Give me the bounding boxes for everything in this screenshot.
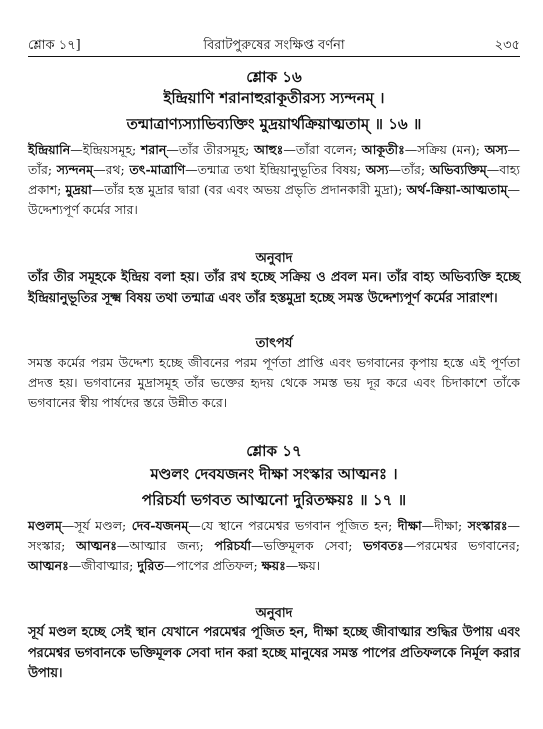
synonym-term: ভগবতঃ bbox=[363, 538, 404, 553]
synonym-term: ক্ষয়ঃ bbox=[261, 558, 286, 573]
synonym-term: সংস্কারঃ bbox=[467, 518, 508, 533]
synonym-meaning: —ক্ষয়। bbox=[285, 558, 321, 573]
synonym-term: অভিব্যক্তিম্ bbox=[429, 162, 487, 177]
synonym-meaning: —পাপের প্রতিফল; bbox=[163, 558, 262, 573]
verse-16-line-2: তন্মাত্রাণ্যস্যাভিব্যক্তিং মুদ্রয়ার্থক্রিয়াত্মতাম্ ॥ ১৬ ॥ bbox=[126, 115, 422, 133]
verse-17-translation: সূর্য মণ্ডল হচ্ছে সেই স্থান যেখানে পরমেশ্বর পূজিত হন, দীক্ষা হচ্ছে জীবাত্মার শুদ্ধির উপায় এবং পরমেশ্বর ভগবানকে ভক্তিমূলক সেবা দান করা হচ্ছে মানুষের সমস্ত পাপের প্রতিফলকে নির্মূল করার উপায়। bbox=[28, 625, 520, 681]
synonym-term: আকূতীঃ bbox=[361, 142, 405, 157]
synonym-meaning: —পরমেশ্বর ভগবানের; bbox=[403, 538, 520, 553]
synonym-meaning: —তাঁর হস্ত মুদ্রার দ্বারা (বর এবং অভয় প্রভৃতি প্রদানকারী মুদ্রা); bbox=[91, 182, 407, 197]
synonym-term: অস্য bbox=[484, 142, 508, 157]
synonym-meaning: —জীবাত্মার; bbox=[68, 558, 138, 573]
synonym-meaning: —আত্মার জন্য; bbox=[116, 538, 215, 553]
verse-17-synonyms bbox=[28, 516, 520, 576]
synonym-meaning: —সংস্কার; bbox=[28, 518, 520, 553]
synonym-term: দুরিত bbox=[137, 558, 164, 573]
synonym-term: দীক্ষা bbox=[397, 518, 422, 533]
synonym-meaning: —ভক্তিমূলক সেবা; bbox=[251, 538, 364, 553]
synonym-meaning: —বাহ্য প্রকাশ; bbox=[28, 162, 520, 197]
synonym-term: অর্থ-ক্রিয়া-আত্মতাম্ bbox=[406, 182, 508, 197]
synonym-meaning: —তাঁরা বলেন; bbox=[283, 142, 362, 157]
running-header bbox=[28, 36, 520, 57]
synonym-term: স্যন্দনম্ bbox=[56, 162, 94, 177]
synonym-meaning: —উদ্দেশ্যপূর্ণ কর্মের সার। bbox=[28, 182, 520, 217]
verse-17-line-1: মণ্ডলং দেবযজনং দীক্ষা সংস্কার আত্মনঃ । bbox=[150, 465, 398, 483]
synonym-term: তৎ-মাত্রাণি bbox=[129, 162, 186, 177]
synonym-term: আহুঃ bbox=[254, 142, 284, 157]
verse-16-translation: তাঁর তীর সমূহকে ইন্দ্রিয় বলা হয়। তাঁর রথ হচ্ছে সক্রিয় ও প্রবল মন। তাঁর বাহ্য অভিব্যক্তি হচ্ছে ইন্দ্রিয়ানুভূতির সূক্ষ্ম বিষয় তথা তন্মাত্র এবং তাঁর হস্তমুদ্রা হচ্ছে সমস্ত উদ্দেশ্যপূর্ণ কর্মের সারাংশ। bbox=[28, 270, 520, 306]
header-chapter-ref: শ্লোক ১৭] bbox=[28, 38, 81, 53]
synonym-term: মণ্ডলম্ bbox=[28, 518, 62, 533]
verse-16-line-1: ইন্দ্রিয়াণি শরানাহুরাকূতীরস্য স্যন্দনম্ । bbox=[163, 89, 385, 107]
verse-16-synonyms bbox=[28, 140, 520, 220]
synonym-meaning: —রথ; bbox=[93, 162, 130, 177]
page-number: ২৩৫ bbox=[494, 38, 520, 53]
synonym-meaning: —তন্মাত্র তথা ইন্দ্রিয়ানুভূতির বিষয়; bbox=[185, 162, 366, 177]
synonym-meaning: —তাঁর; bbox=[388, 162, 430, 177]
verse-17-translation-heading: অনুবাদ bbox=[255, 606, 293, 621]
synonym-meaning: —সক্রিয় (মন); bbox=[404, 142, 485, 157]
synonym-term: পরিচর্যা bbox=[214, 538, 252, 553]
verse-16-purport: সমস্ত কর্মের পরম উদ্দেশ্য হচ্ছে জীবনের পরম পূর্ণতা প্রাপ্তি এবং ভগবানের কৃপায় হস্তে এই পূর্ণতা প্রদত্ত হয়। ভগবানের মুদ্রাসমূহ তাঁর ভক্তের হৃদয় থেকে সমস্ত ভয় দূর করে এবং চিদাকাশে তাঁকে ভগবানের স্বীয় পার্ষদের স্তরে উন্নীত করে। bbox=[28, 355, 520, 410]
header-title: বিরাটপুরুষের সংক্ষিপ্ত বর্ণনা bbox=[203, 38, 345, 53]
synonym-meaning: —ইন্দ্রিয়সমূহ; bbox=[70, 142, 142, 157]
verse-17-title: শ্লোক ১৭ bbox=[246, 442, 302, 460]
synonym-meaning: —সূর্য মণ্ডল; bbox=[61, 518, 132, 533]
synonym-meaning: —যে স্থানে পরমেশ্বর ভগবান পূজিত হন; bbox=[188, 518, 398, 533]
verse-17-line-2: পরিচর্যা ভগবত আত্মনো দুরিতক্ষয়ঃ ॥ ১৭ ॥ bbox=[141, 491, 407, 509]
synonym-term: দেব-যজনম্ bbox=[131, 518, 189, 533]
verse-16-purport-heading: তাৎপর্য bbox=[255, 336, 293, 351]
synonym-meaning: —দীক্ষা; bbox=[421, 518, 468, 533]
synonym-term: আত্মনঃ bbox=[76, 538, 117, 553]
synonym-term: আত্মনঃ bbox=[28, 558, 69, 573]
synonym-term: অস্য bbox=[365, 162, 389, 177]
verse-16-translation-heading: অনুবাদ bbox=[255, 251, 293, 266]
synonym-meaning: —তাঁর; bbox=[28, 142, 520, 177]
synonym-meaning: —তাঁর তীরসমূহ; bbox=[166, 142, 255, 157]
synonym-term: শরান্ bbox=[141, 142, 167, 157]
synonym-term: মুদ্রয়া bbox=[65, 182, 92, 197]
verse-16-title: শ্লোক ১৬ bbox=[246, 68, 302, 86]
synonym-term: ইন্দ্রিয়ানি bbox=[28, 142, 71, 157]
